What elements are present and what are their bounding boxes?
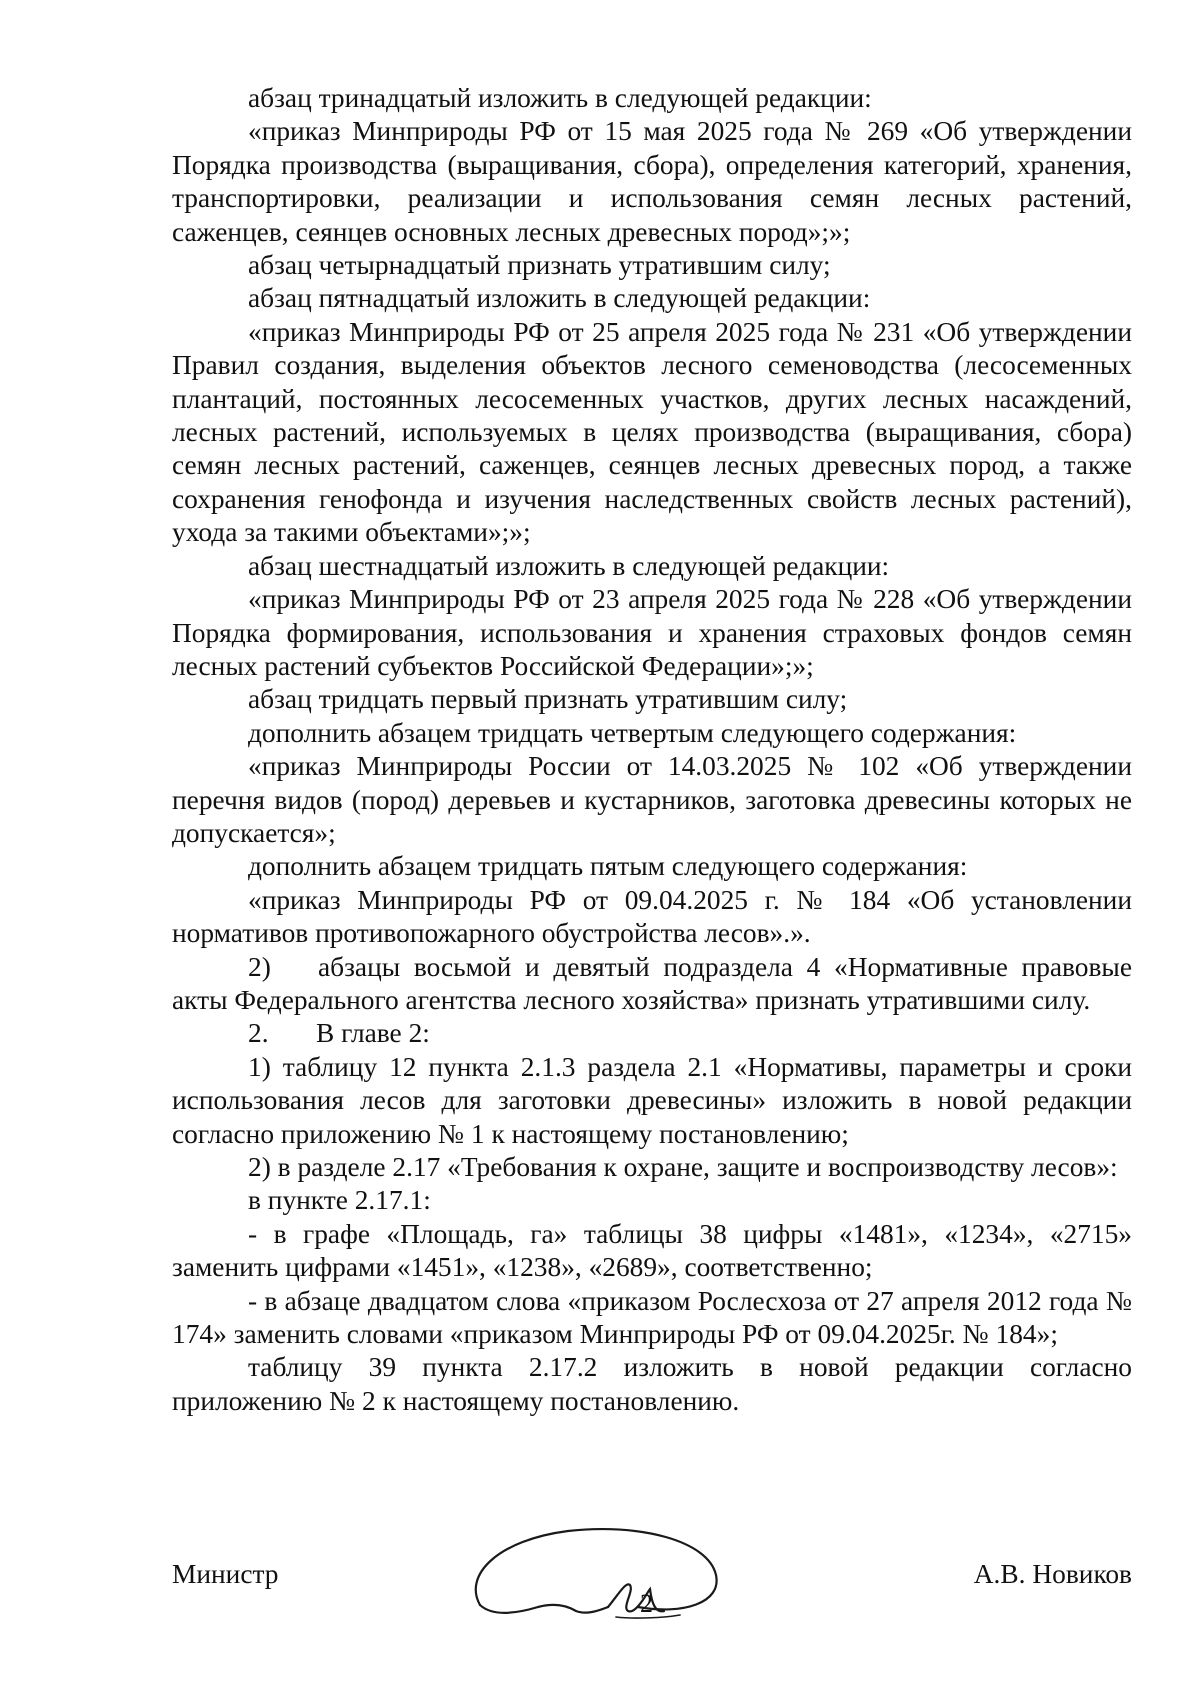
paragraph: таблицу 39 пункта 2.17.2 изложить в новой редакции согласно приложению № 2 к настоящему постановлению.	[172, 1352, 1132, 1416]
section-heading	[172, 1017, 1132, 1050]
paragraph: 2) в разделе 2.17 «Требования к охране, защите и воспроизводству лесов»:	[248, 1152, 1118, 1182]
section-title: В главе 2:	[316, 1018, 430, 1049]
paragraph: дополнить абзацем тридцать пятым следующего содержания:	[248, 851, 968, 882]
paragraph: - в абзаце двадцатом слова «приказом Рослесхоза от 27 апреля 2012 года № 174» заменить словами «приказом Минприроды РФ от 09.04.2025г. № 184»;	[172, 1285, 1132, 1350]
paragraph: «приказ Минприроды РФ от 23 апреля 2025 года № 228 «Об утверждении Порядка формирования, использования и хранения страховых фондов семян лесных растений субъектов Российской Федерации»;»;	[172, 584, 1132, 681]
page-number: 2	[640, 1589, 653, 1618]
paragraph: - в графе «Площадь, га» таблицы 38 цифры «1481», «1234», «2715» заменить цифрами «1451», «1238», «2689», соответственно;	[172, 1218, 1132, 1283]
list-item-2	[172, 951, 1132, 1018]
paragraph: дополнить абзацем тридцать четвертым следующего содержания:	[248, 717, 1017, 748]
paragraph: в пункте 2.17.1:	[248, 1185, 431, 1216]
paragraph: абзац тридцать первый признать утратившим силу;	[248, 684, 848, 715]
paragraph: «приказ Минприроды РФ от 15 мая 2025 года № 269 «Об утверждении Порядка производства (выращивания, сбора), определения категорий, хранения, транспортировки, реализации и использования семян лесных растений, саженцев, сеянцев основных лесных древесных пород»;»;	[172, 116, 1132, 247]
paragraph: абзац четырнадцатый признать утратившим силу;	[248, 250, 831, 281]
signer-position: Министр	[172, 1559, 279, 1589]
paragraph: абзац шестнадцатый изложить в следующей редакции:	[248, 550, 890, 581]
document-body	[172, 82, 1132, 1418]
paragraph: абзац тринадцатый изложить в следующей редакции:	[248, 83, 872, 113]
list-item-number: 2)	[248, 951, 271, 982]
handwritten-signature	[458, 1515, 728, 1640]
paragraph: абзац пятнадцатый изложить в следующей редакции:	[248, 283, 871, 314]
list-item-text: абзацы восьмой и девятый подраздела 4 «Нормативные правовые акты Федерального агентства лесного хозяйства» признать утратившими силу.	[172, 951, 1132, 1015]
paragraph: «приказ Минприроды РФ от 09.04.2025 г. № 184 «Об установлении нормативов противопожарного обустройства лесов».».	[172, 884, 1132, 949]
signer-name: А.В. Новиков	[973, 1559, 1132, 1589]
section-number: 2.	[248, 1018, 269, 1049]
paragraph: 1) таблицу 12 пункта 2.1.3 раздела 2.1 «Нормативы, параметры и сроки использования лесов для заготовки древесины» изложить в новой редакции согласно приложению № 1 к настоящему постановлению;	[172, 1051, 1132, 1149]
paragraph: «приказ Минприроды России от 14.03.2025 № 102 «Об утверждении перечня видов (пород) деревьев и кустарников, заготовка древесины которых не допускается»;	[172, 751, 1132, 848]
paragraph: «приказ Минприроды РФ от 25 апреля 2025 года № 231 «Об утверждении Правил создания, выделения объектов лесного семеноводства (лесосеменных плантаций, постоянных лесосеменных участков, других лесных насаждений, лесных растений, используемых в целях производства (выращивания, сбора) семян лесных растений, саженцев, сеянцев лесных древесных пород, а также сохранения генофонда и изучения наследственных свойств лесных растений), ухода за такими объектами»;»;	[172, 316, 1132, 548]
